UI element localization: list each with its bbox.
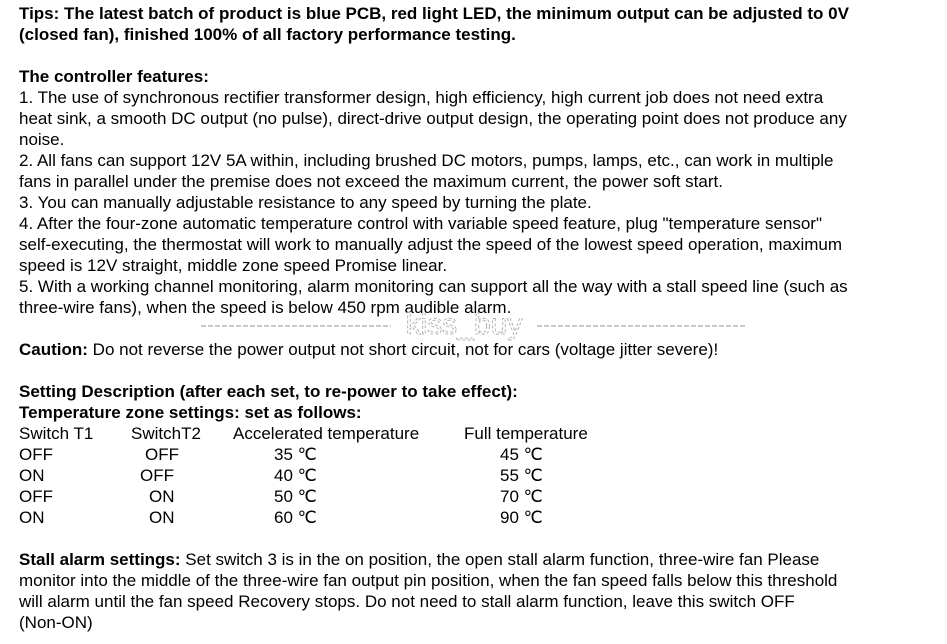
temperature-subheading bbox=[19, 402, 943, 423]
feature-line: 3. You can manually adjustable resistance to any speed by turning the plate. bbox=[19, 193, 592, 212]
tips-text-1: The latest batch of product is blue PCB, red light LED, the minimum output can be adjusted to 0V bbox=[59, 4, 849, 23]
stall-label: Stall alarm settings: bbox=[19, 550, 181, 569]
table-row bbox=[19, 507, 943, 528]
feature-line: three-wire fans), when the speed is below 450 rpm audible alarm. bbox=[19, 298, 512, 317]
cell-full: 70 ℃ bbox=[500, 487, 543, 506]
table-row bbox=[19, 444, 943, 465]
feature-line: noise. bbox=[19, 130, 65, 149]
header-switch-t1: Switch T1 bbox=[19, 424, 94, 443]
cell-accelerated: 60 ℃ bbox=[274, 508, 317, 527]
feature-line: 2. All fans can support 12V 5A within, including brushed DC motors, pumps, lamps, etc., can work in multiple bbox=[19, 151, 834, 170]
watermark-text: kiss_buy bbox=[405, 308, 523, 341]
feature-line: 1. The use of synchronous rectifier transformer design, high efficiency, high current job does not need extra bbox=[19, 88, 824, 107]
features-heading-text: The controller features: bbox=[19, 67, 209, 86]
header-full-temperature: Full temperature bbox=[464, 424, 588, 443]
features-heading bbox=[19, 66, 943, 87]
cell-t1: ON bbox=[19, 466, 45, 485]
cell-t1: OFF bbox=[19, 445, 53, 464]
stall-line-4: (Non-ON) bbox=[19, 613, 93, 632]
cell-t2: OFF bbox=[145, 445, 179, 464]
header-switch-t2: SwitchT2 bbox=[131, 424, 201, 443]
feature-line: fans in parallel under the premise does not exceed the maximum current, the power soft start. bbox=[19, 172, 723, 191]
feature-line: 4. After the four-zone automatic temperature control with variable speed feature, plug "temperature sensor" bbox=[19, 214, 823, 233]
cell-t2: ON bbox=[149, 508, 175, 527]
cell-full: 55 ℃ bbox=[500, 466, 543, 485]
cell-t1: OFF bbox=[19, 487, 53, 506]
table-header-row bbox=[19, 423, 943, 444]
cell-t2: OFF bbox=[140, 466, 174, 485]
tips-label: Tips: bbox=[19, 4, 60, 23]
tips-text-2: (closed fan), finished 100% of all factory performance testing. bbox=[19, 25, 516, 44]
caution-line bbox=[19, 339, 943, 360]
stall-text-1: Set switch 3 is in the on position, the open stall alarm function, three-wire fan Please bbox=[180, 550, 820, 569]
caution-text: Do not reverse the power output not short circuit, not for cars (voltage jitter severe)! bbox=[87, 340, 719, 359]
cell-full: 90 ℃ bbox=[500, 508, 543, 527]
cell-accelerated: 40 ℃ bbox=[274, 466, 317, 485]
setting-heading-text: Setting Description (after each set, to re-power to take effect): bbox=[19, 382, 518, 401]
document-body bbox=[19, 3, 943, 633]
table-row bbox=[19, 486, 943, 507]
cell-accelerated: 50 ℃ bbox=[274, 487, 317, 506]
stall-line-2: monitor into the middle of the three-wire fan output pin position, when the fan speed falls below this threshold bbox=[19, 571, 838, 590]
cell-full: 45 ℃ bbox=[500, 445, 543, 464]
cell-t2: ON bbox=[149, 487, 175, 506]
cell-accelerated: 35 ℃ bbox=[274, 445, 317, 464]
feature-line: speed is 12V straight, middle zone speed Promise linear. bbox=[19, 256, 448, 275]
table-row bbox=[19, 465, 943, 486]
stall-line-1 bbox=[19, 549, 943, 570]
tips-line-2 bbox=[19, 24, 943, 45]
temperature-subheading-text: Temperature zone settings: set as follows: bbox=[19, 403, 362, 422]
feature-line: self-executing, the thermostat will work to manually adjust the speed of the lowest speed operation, maximum bbox=[19, 235, 843, 254]
stall-line-3: will alarm until the fan speed Recovery stops. Do not need to stall alarm function, leave this switch OFF bbox=[19, 592, 795, 611]
setting-heading bbox=[19, 381, 943, 402]
feature-line: heat sink, a smooth DC output (no pulse), direct-drive output design, the operating point does not produce any bbox=[19, 109, 847, 128]
cell-t1: ON bbox=[19, 508, 45, 527]
feature-line: 5. With a working channel monitoring, alarm monitoring can support all the way with a stall speed line (such as bbox=[19, 277, 848, 296]
header-accelerated-temperature: Accelerated temperature bbox=[233, 424, 420, 443]
caution-label: Caution: bbox=[19, 340, 88, 359]
tips-line-1 bbox=[19, 3, 943, 24]
